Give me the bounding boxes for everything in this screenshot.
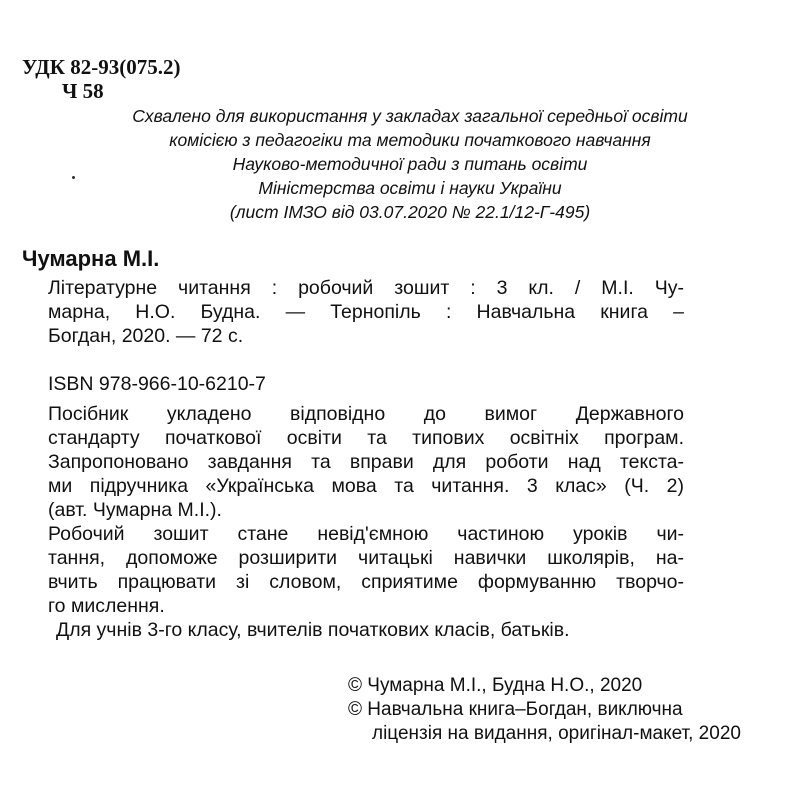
bibliography-line: Літературне читання : робочий зошит : 3 кл. / М.І. Чу-	[48, 277, 684, 299]
approval-line: Міністерства освіти і науки України	[258, 178, 562, 198]
annotation-line: го мислення.	[48, 595, 165, 617]
annotation-line: ми підручника «Українська мова та читання. 3 клас» (Ч. 2)	[48, 475, 684, 497]
annotation-line: Посібник укладено відповідно до вимог Державного	[48, 403, 684, 425]
bibliographic-description	[48, 276, 684, 348]
approval-line: (лист ІМЗО від 03.07.2020 № 22.1/12-Г-495)	[229, 202, 591, 222]
author-heading: Чумарна М.І.	[22, 246, 160, 271]
author-mark: Ч 58	[62, 79, 104, 103]
approval-line: комісією з педагогіки та методики початкового навчання	[169, 130, 651, 150]
annotation-line: стандарту початкової освіти та типових освітніх програм.	[48, 427, 684, 449]
audience-line: Для учнів 3-го класу, вчителів початкових класів, батьків.	[56, 619, 570, 641]
bibliography-line: марна, Н.О. Будна. — Тернопіль : Навчальна книга –	[48, 301, 684, 323]
isbn: ISBN 978-966-10-6210-7	[48, 373, 266, 395]
udk-code: УДК 82-93(075.2)	[22, 55, 181, 79]
annotation-line: Запропоновано завдання та вправи для роботи над текста-	[48, 451, 684, 473]
approval-line: Схвалено для використання у закладах загальної середньої освіти	[132, 106, 688, 126]
copyright-line: ліцензія на видання, оригінал-макет, 2020	[372, 723, 741, 744]
approval-line: Науково-методичної ради з питань освіти	[232, 154, 588, 174]
stray-dot	[72, 176, 75, 179]
bibliography-line: Богдан, 2020. — 72 с.	[48, 325, 244, 347]
annotation-line: тання, допоможе розширити читацькі навички школярів, на-	[48, 547, 684, 569]
annotation-line: Робочий зошит стане невід'ємною частиною уроків чи-	[48, 523, 684, 545]
annotation-line: (авт. Чумарна М.І.).	[48, 499, 222, 521]
copyright-line: © Навчальна книга–Богдан, виключна	[348, 699, 683, 720]
annotation-line: вчить працювати зі словом, сприятиме формуванню творчо-	[48, 571, 684, 593]
approval-notice	[60, 104, 760, 224]
copyright-block	[348, 674, 741, 746]
copyright-line: © Чумарна М.І., Будна Н.О., 2020	[348, 675, 643, 696]
annotation	[48, 402, 684, 642]
